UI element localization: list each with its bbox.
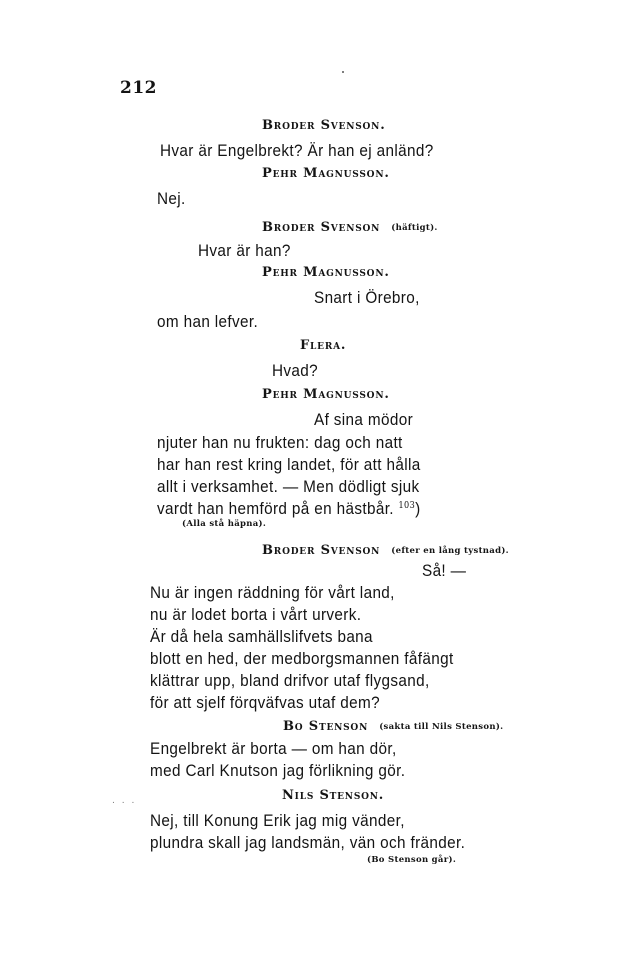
speaker-pehr-magnusson: Pehr Magnusson. (262, 265, 390, 280)
speaker-broder-svenson: Broder Svenson. (262, 118, 386, 133)
verse-line: Af sina mödor (314, 410, 414, 429)
verse-line: Hvar är han? (198, 241, 291, 260)
speaker-flera: Flera. (300, 338, 347, 353)
verse-line: Är då hela samhällslifvets bana (150, 627, 373, 646)
speaker-broder-svenson: Broder Svenson (262, 220, 381, 235)
verse-line: Nej, till Konung Erik jag mig vänder, (150, 811, 405, 830)
verse-line: nu är lodet borta i vårt urverk. (150, 605, 362, 624)
verse-line: Engelbrekt är borta — om han dör, (150, 739, 397, 758)
speaker-line (283, 717, 503, 733)
verse-line: plundra skall jag landsmän, vän och fränder. (150, 833, 466, 852)
verse-line: med Carl Knutson jag förlikning gör. (150, 761, 406, 780)
speaker-pehr-magnusson: Pehr Magnusson. (262, 387, 390, 402)
verse-line: om han lefver. (157, 312, 259, 331)
speaker-nils-stenson: Nils Stenson. (282, 788, 385, 803)
stage-direction: (Alla stå häpna). (182, 519, 267, 529)
closing-paren: ) (415, 499, 421, 518)
verse-text: vardt han hemförd på en hästbår. (157, 499, 394, 518)
speaker-pehr-magnusson: Pehr Magnusson. (262, 166, 390, 181)
speaker-line (262, 541, 509, 557)
page-number: 212 (120, 78, 157, 98)
verse-line: allt i verksamhet. — Men dödligt sjuk (157, 477, 420, 496)
speaker-line (262, 218, 438, 234)
verse-line: Nu är ingen räddning för vårt land, (150, 583, 395, 602)
stage-direction: (efter en lång tystnad). (391, 546, 509, 556)
stage-direction: (sakta till Nils Stenson). (379, 722, 504, 732)
verse-line: klättrar upp, bland drifvor utaf flygsand, (150, 671, 430, 690)
print-speck (342, 71, 344, 73)
verse-line: för att sjelf förqväfvas utaf dem? (150, 693, 380, 712)
verse-line: Hvar är Engelbrekt? Är han ej anländ? (160, 141, 434, 160)
verse-line: njuter han nu frukten: dag och natt (157, 433, 403, 452)
verse-line: Snart i Örebro, (314, 288, 420, 307)
speaker-bo-stenson: Bo Stenson (283, 719, 369, 734)
verse-line: Nej. (157, 189, 186, 208)
verse-line: har han rest kring landet, för att hålla (157, 455, 421, 474)
stage-direction: (häftigt). (391, 223, 438, 233)
margin-speck: . . . (112, 796, 137, 806)
speaker-broder-svenson: Broder Svenson (262, 543, 381, 558)
verse-line: blott en hed, der medborgsmannen fåfängt (150, 649, 454, 668)
verse-line (157, 500, 421, 517)
footnote-marker: 103 (398, 501, 416, 511)
verse-line: Så! — (422, 561, 467, 580)
stage-direction: (Bo Stenson går). (367, 855, 457, 865)
verse-line: Hvad? (272, 361, 319, 380)
